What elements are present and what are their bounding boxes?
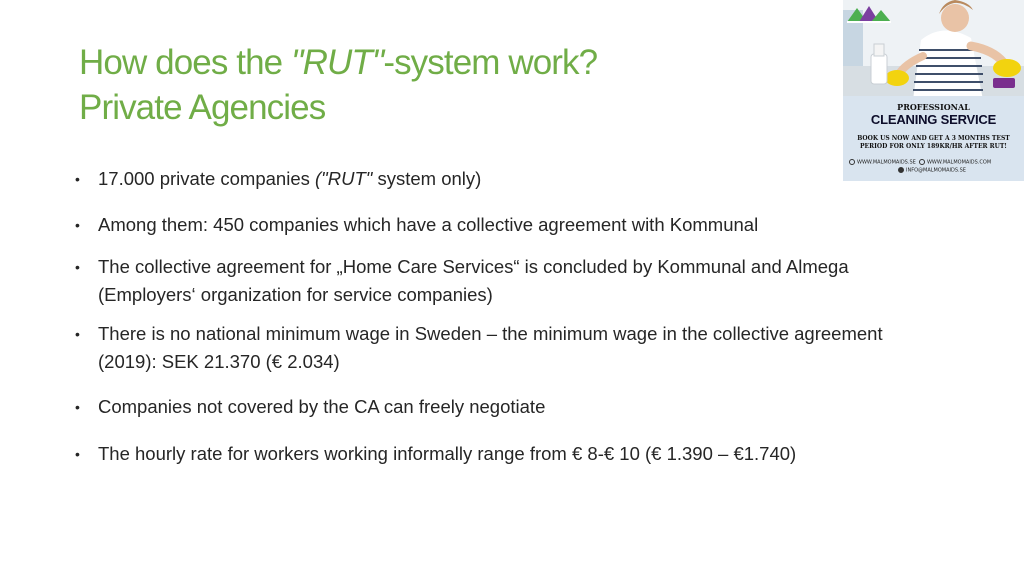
- bullet-dot-icon: •: [75, 326, 80, 342]
- bullet-item: [72, 320, 912, 376]
- bullet-item: [72, 440, 912, 468]
- ad-contact-websites: [849, 159, 991, 166]
- ad-email: INFO@MALMOMAIDS.SE: [906, 167, 966, 174]
- title-line2: Private Agencies: [79, 88, 326, 127]
- bullet-dot-icon: •: [75, 259, 80, 275]
- bullet-text: system only): [372, 168, 482, 189]
- ad-contact-email: [898, 167, 966, 174]
- title-line1-start: How does the: [79, 43, 292, 82]
- bullet-item: [72, 393, 912, 421]
- web-icon: [919, 159, 925, 165]
- ad-promo-text: BOOK US NOW AND GET A 3 MONTHS TEST PERIOD FOR ONLY 189KR/HR AFTER RUT!: [857, 135, 1010, 150]
- cleaning-photo-illustration: [843, 0, 1024, 100]
- bullet-text: The collective agreement for „Home Care Services“ is concluded by Kommunal and Almega (Employers‘ organization for service companies): [98, 256, 849, 305]
- bullet-text: There is no national minimum wage in Sweden – the minimum wage in the collective agreement (2019): SEK 21.370 (€ 2.034): [98, 323, 883, 372]
- bullet-text-italic: ("RUT": [315, 168, 373, 189]
- bullet-dot-icon: •: [75, 171, 80, 187]
- email-icon: [898, 167, 904, 173]
- ad-web1: WWW.MALMOMAIDS.SE: [857, 159, 916, 166]
- bullet-item: [72, 253, 912, 309]
- bullet-text: 17.000 private companies: [98, 168, 315, 189]
- ad-photo: [843, 0, 1024, 100]
- bullet-item: [72, 165, 912, 193]
- bullet-text: Among them: 450 companies which have a collective agreement with Kommunal: [98, 214, 759, 235]
- bullet-dot-icon: •: [75, 446, 80, 462]
- ad-heading-big: CLEANING SERVICE: [870, 112, 997, 127]
- bullet-dot-icon: •: [75, 217, 80, 233]
- cleaning-service-ad-image: [843, 0, 1024, 181]
- slide-title: [79, 40, 819, 130]
- ad-heading-small: PROFESSIONAL: [897, 102, 970, 112]
- bullet-text: Companies not covered by the CA can freely negotiate: [98, 396, 546, 417]
- ad-web2: WWW.MALMOMAIDS.COM: [926, 159, 992, 166]
- bullet-text: The hourly rate for workers working informally range from € 8-€ 10 (€ 1.390 – €1.740): [98, 443, 797, 464]
- web-icon: [849, 159, 855, 165]
- title-rut-italic: "RUT": [291, 43, 384, 82]
- bullet-dot-icon: •: [75, 399, 80, 415]
- ad-heading: [843, 102, 1024, 127]
- title-line1-end: -system work?: [383, 43, 598, 82]
- bullet-item: [72, 211, 912, 239]
